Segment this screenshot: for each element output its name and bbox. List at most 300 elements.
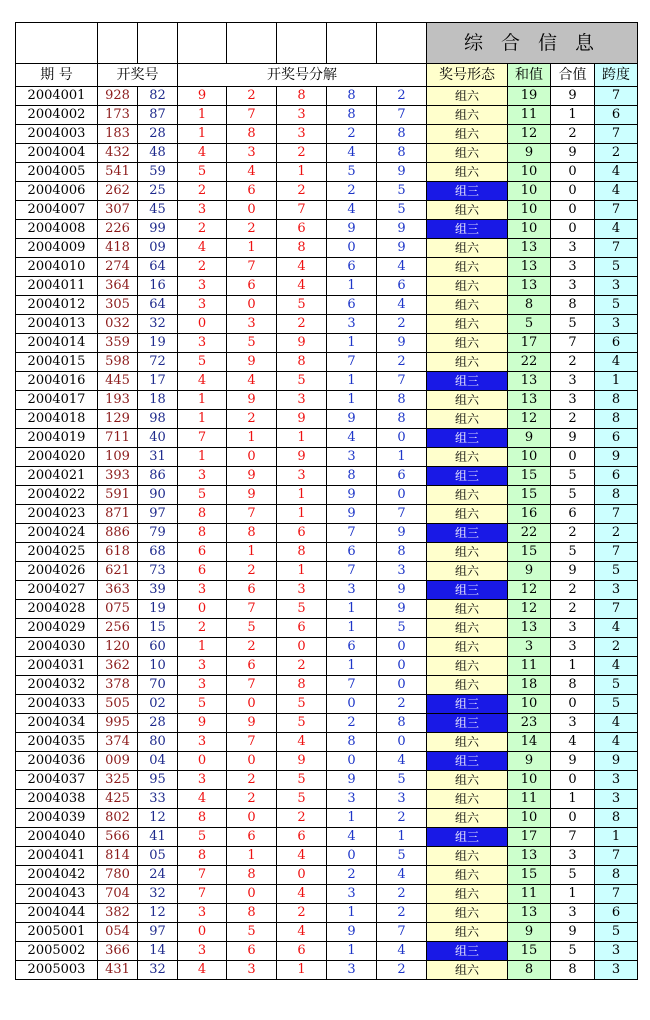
decompose-digit-cell: 0: [178, 923, 227, 942]
decompose-digit-cell: 2: [227, 771, 277, 790]
decompose-digit-cell: 0: [277, 866, 327, 885]
form-cell: 组六: [427, 790, 508, 809]
decompose-digit-cell: 0: [377, 733, 427, 752]
span-cell: 6: [595, 904, 638, 923]
form-cell: 组三: [427, 524, 508, 543]
header-number: 开奖号: [98, 64, 178, 87]
draw-number-cell: 928: [98, 87, 138, 106]
decompose-digit-cell: 9: [277, 752, 327, 771]
draw-number-cell: 704: [98, 885, 138, 904]
sum-cell: 13: [508, 904, 551, 923]
decompose-digit-cell: 4: [277, 847, 327, 866]
blank-cell: [377, 23, 427, 64]
decompose-digit-cell: 9: [327, 410, 377, 429]
decompose-digit-cell: 9: [327, 923, 377, 942]
decompose-digit-cell: 1: [327, 809, 377, 828]
sum-cell: 14: [508, 733, 551, 752]
header-sum: 和值: [508, 64, 551, 87]
decompose-digit-cell: 8: [178, 809, 227, 828]
header-decompose: 开奖号分解: [178, 64, 427, 87]
draw-number-cell: 054: [98, 923, 138, 942]
table-row: [16, 277, 638, 296]
decompose-digit-cell: 5: [277, 372, 327, 391]
period-cell: 2004044: [16, 904, 98, 923]
decompose-digit-cell: 6: [277, 942, 327, 961]
table-row: [16, 638, 638, 657]
form-cell: 组六: [427, 885, 508, 904]
decompose-digit-cell: 3: [178, 733, 227, 752]
form-cell: 组六: [427, 619, 508, 638]
span-cell: 4: [595, 657, 638, 676]
form-cell: 组六: [427, 391, 508, 410]
decompose-digit-cell: 3: [178, 904, 227, 923]
span-cell: 5: [595, 695, 638, 714]
decompose-digit-cell: 7: [227, 505, 277, 524]
decompose-digit-cell: 8: [377, 125, 427, 144]
decompose-digit-cell: 4: [377, 296, 427, 315]
span-cell: 8: [595, 866, 638, 885]
trailing-number-cell: 80: [138, 733, 178, 752]
combined-cell: 9: [551, 562, 595, 581]
decompose-digit-cell: 5: [277, 296, 327, 315]
decompose-digit-cell: 9: [178, 87, 227, 106]
draw-number-cell: 374: [98, 733, 138, 752]
sum-cell: 5: [508, 315, 551, 334]
table-row: [16, 809, 638, 828]
form-cell: 组三: [427, 182, 508, 201]
decompose-digit-cell: 5: [377, 182, 427, 201]
decompose-digit-cell: 6: [277, 220, 327, 239]
form-cell: 组六: [427, 486, 508, 505]
combined-cell: 5: [551, 866, 595, 885]
table-row: [16, 410, 638, 429]
span-cell: 5: [595, 296, 638, 315]
sum-cell: 19: [508, 87, 551, 106]
draw-number-cell: 226: [98, 220, 138, 239]
period-cell: 2004036: [16, 752, 98, 771]
span-cell: 9: [595, 752, 638, 771]
decompose-digit-cell: 7: [227, 733, 277, 752]
draw-number-cell: 256: [98, 619, 138, 638]
draw-number-cell: 995: [98, 714, 138, 733]
trailing-number-cell: 17: [138, 372, 178, 391]
decompose-digit-cell: 0: [327, 752, 377, 771]
span-cell: 4: [595, 220, 638, 239]
decompose-digit-cell: 9: [377, 334, 427, 353]
decompose-digit-cell: 1: [327, 657, 377, 676]
sum-cell: 11: [508, 657, 551, 676]
decompose-digit-cell: 2: [227, 410, 277, 429]
period-cell: 2004028: [16, 600, 98, 619]
combined-cell: 3: [551, 258, 595, 277]
span-cell: 7: [595, 543, 638, 562]
decompose-digit-cell: 9: [377, 600, 427, 619]
decompose-digit-cell: 1: [327, 391, 377, 410]
table-row: [16, 885, 638, 904]
decompose-digit-cell: 7: [227, 676, 277, 695]
decompose-digit-cell: 7: [227, 600, 277, 619]
decompose-digit-cell: 6: [178, 543, 227, 562]
decompose-digit-cell: 3: [327, 961, 377, 980]
decompose-digit-cell: 7: [277, 201, 327, 220]
decompose-digit-cell: 6: [227, 942, 277, 961]
decompose-digit-cell: 0: [327, 695, 377, 714]
period-cell: 2004030: [16, 638, 98, 657]
span-cell: 8: [595, 486, 638, 505]
period-cell: 2004031: [16, 657, 98, 676]
combined-cell: 3: [551, 277, 595, 296]
table-row: [16, 429, 638, 448]
period-cell: 2004040: [16, 828, 98, 847]
period-cell: 2004027: [16, 581, 98, 600]
decompose-digit-cell: 1: [227, 429, 277, 448]
decompose-digit-cell: 3: [277, 391, 327, 410]
decompose-digit-cell: 7: [377, 923, 427, 942]
draw-number-cell: 814: [98, 847, 138, 866]
form-cell: 组六: [427, 315, 508, 334]
decompose-digit-cell: 1: [327, 619, 377, 638]
decompose-digit-cell: 7: [178, 429, 227, 448]
decompose-digit-cell: 6: [327, 296, 377, 315]
period-cell: 2004029: [16, 619, 98, 638]
form-cell: 组六: [427, 809, 508, 828]
draw-number-cell: 075: [98, 600, 138, 619]
sum-cell: 15: [508, 467, 551, 486]
header-form: 奖号形态: [427, 64, 508, 87]
blank-cell: [178, 23, 227, 64]
period-cell: 2004008: [16, 220, 98, 239]
sum-cell: 12: [508, 125, 551, 144]
decompose-digit-cell: 2: [178, 220, 227, 239]
decompose-digit-cell: 3: [227, 961, 277, 980]
period-cell: 2004016: [16, 372, 98, 391]
decompose-digit-cell: 0: [377, 657, 427, 676]
decompose-digit-cell: 5: [327, 163, 377, 182]
decompose-digit-cell: 2: [377, 809, 427, 828]
decompose-digit-cell: 4: [178, 144, 227, 163]
combined-cell: 2: [551, 581, 595, 600]
combined-cell: 0: [551, 220, 595, 239]
decompose-digit-cell: 9: [327, 771, 377, 790]
decompose-digit-cell: 0: [377, 638, 427, 657]
decompose-digit-cell: 0: [227, 809, 277, 828]
period-cell: 2005002: [16, 942, 98, 961]
span-cell: 3: [595, 581, 638, 600]
combined-cell: 1: [551, 790, 595, 809]
draw-number-cell: 009: [98, 752, 138, 771]
decompose-digit-cell: 9: [227, 353, 277, 372]
decompose-digit-cell: 3: [178, 296, 227, 315]
period-cell: 2004006: [16, 182, 98, 201]
span-cell: 7: [595, 600, 638, 619]
sum-cell: 8: [508, 296, 551, 315]
span-cell: 9: [595, 448, 638, 467]
form-cell: 组六: [427, 277, 508, 296]
decompose-digit-cell: 2: [327, 866, 377, 885]
decompose-digit-cell: 4: [178, 790, 227, 809]
trailing-number-cell: 19: [138, 334, 178, 353]
table-row: [16, 391, 638, 410]
period-cell: 2004034: [16, 714, 98, 733]
form-cell: 组六: [427, 353, 508, 372]
decompose-digit-cell: 3: [327, 790, 377, 809]
span-cell: 6: [595, 429, 638, 448]
form-cell: 组三: [427, 695, 508, 714]
draw-number-cell: 305: [98, 296, 138, 315]
trailing-number-cell: 14: [138, 942, 178, 961]
blank-cell: [138, 23, 178, 64]
combined-cell: 3: [551, 714, 595, 733]
period-cell: 2004020: [16, 448, 98, 467]
trailing-number-cell: 10: [138, 657, 178, 676]
decompose-digit-cell: 5: [277, 695, 327, 714]
sum-cell: 9: [508, 144, 551, 163]
decompose-digit-cell: 1: [277, 163, 327, 182]
span-cell: 4: [595, 733, 638, 752]
decompose-digit-cell: 3: [327, 581, 377, 600]
decompose-digit-cell: 1: [178, 125, 227, 144]
form-cell: 组六: [427, 410, 508, 429]
form-cell: 组六: [427, 87, 508, 106]
sum-cell: 9: [508, 923, 551, 942]
form-cell: 组六: [427, 676, 508, 695]
decompose-digit-cell: 0: [178, 600, 227, 619]
combined-cell: 0: [551, 163, 595, 182]
decompose-digit-cell: 1: [327, 600, 377, 619]
blank-cell: [16, 23, 98, 64]
table-row: [16, 448, 638, 467]
period-cell: 2004038: [16, 790, 98, 809]
header-period: 期 号: [16, 64, 98, 87]
decompose-digit-cell: 8: [178, 847, 227, 866]
trailing-number-cell: 68: [138, 543, 178, 562]
table-row: [16, 619, 638, 638]
trailing-number-cell: 25: [138, 182, 178, 201]
decompose-digit-cell: 3: [178, 771, 227, 790]
blank-cell: [277, 23, 327, 64]
draw-number-cell: 325: [98, 771, 138, 790]
period-cell: 2004035: [16, 733, 98, 752]
decompose-digit-cell: 5: [277, 714, 327, 733]
table-row: [16, 543, 638, 562]
span-cell: 7: [595, 505, 638, 524]
decompose-digit-cell: 5: [178, 828, 227, 847]
decompose-digit-cell: 8: [327, 87, 377, 106]
decompose-digit-cell: 6: [227, 581, 277, 600]
form-cell: 组六: [427, 125, 508, 144]
span-cell: 8: [595, 391, 638, 410]
span-cell: 6: [595, 467, 638, 486]
decompose-digit-cell: 4: [377, 942, 427, 961]
period-cell: 2004043: [16, 885, 98, 904]
combined-cell: 0: [551, 771, 595, 790]
lottery-sheet: [15, 22, 638, 980]
trailing-number-cell: 86: [138, 467, 178, 486]
decompose-digit-cell: 3: [178, 277, 227, 296]
decompose-digit-cell: 5: [178, 695, 227, 714]
decompose-digit-cell: 2: [277, 315, 327, 334]
decompose-digit-cell: 4: [327, 201, 377, 220]
period-cell: 2004009: [16, 239, 98, 258]
period-cell: 2004003: [16, 125, 98, 144]
decompose-digit-cell: 2: [227, 87, 277, 106]
decompose-digit-cell: 0: [377, 429, 427, 448]
draw-number-cell: 032: [98, 315, 138, 334]
table-row: [16, 87, 638, 106]
period-cell: 2004026: [16, 562, 98, 581]
period-cell: 2004002: [16, 106, 98, 125]
decompose-digit-cell: 9: [277, 334, 327, 353]
decompose-digit-cell: 2: [277, 182, 327, 201]
period-cell: 2004015: [16, 353, 98, 372]
decompose-digit-cell: 3: [178, 467, 227, 486]
decompose-digit-cell: 1: [178, 410, 227, 429]
span-cell: 3: [595, 315, 638, 334]
form-cell: 组六: [427, 771, 508, 790]
combined-cell: 9: [551, 429, 595, 448]
decompose-digit-cell: 8: [227, 866, 277, 885]
decompose-digit-cell: 4: [277, 277, 327, 296]
decompose-digit-cell: 3: [327, 315, 377, 334]
decompose-digit-cell: 1: [277, 961, 327, 980]
trailing-number-cell: 28: [138, 714, 178, 733]
period-cell: 2004021: [16, 467, 98, 486]
decompose-digit-cell: 9: [377, 239, 427, 258]
table-row: [16, 125, 638, 144]
form-cell: 组六: [427, 505, 508, 524]
draw-number-cell: 425: [98, 790, 138, 809]
period-cell: 2004037: [16, 771, 98, 790]
combined-cell: 3: [551, 638, 595, 657]
sum-cell: 12: [508, 600, 551, 619]
form-cell: 组六: [427, 562, 508, 581]
decompose-digit-cell: 9: [327, 220, 377, 239]
span-cell: 7: [595, 125, 638, 144]
table-row: [16, 353, 638, 372]
sum-cell: 17: [508, 828, 551, 847]
combined-cell: 0: [551, 448, 595, 467]
period-cell: 2004041: [16, 847, 98, 866]
decompose-digit-cell: 3: [277, 106, 327, 125]
table-row: [16, 315, 638, 334]
draw-number-cell: 363: [98, 581, 138, 600]
draw-number-cell: 598: [98, 353, 138, 372]
decompose-digit-cell: 0: [327, 239, 377, 258]
decompose-digit-cell: 3: [277, 467, 327, 486]
sum-cell: 16: [508, 505, 551, 524]
decompose-digit-cell: 3: [227, 315, 277, 334]
trailing-number-cell: 24: [138, 866, 178, 885]
decompose-digit-cell: 1: [227, 847, 277, 866]
trailing-number-cell: 39: [138, 581, 178, 600]
draw-number-cell: 193: [98, 391, 138, 410]
decompose-digit-cell: 0: [377, 676, 427, 695]
decompose-digit-cell: 6: [327, 258, 377, 277]
decompose-digit-cell: 4: [277, 258, 327, 277]
combined-cell: 3: [551, 372, 595, 391]
trailing-number-cell: 79: [138, 524, 178, 543]
sum-cell: 13: [508, 619, 551, 638]
trailing-number-cell: 59: [138, 163, 178, 182]
decompose-digit-cell: 9: [327, 486, 377, 505]
decompose-digit-cell: 2: [178, 182, 227, 201]
period-cell: 2004012: [16, 296, 98, 315]
combined-cell: 9: [551, 752, 595, 771]
draw-number-cell: 802: [98, 809, 138, 828]
combined-cell: 1: [551, 657, 595, 676]
draw-number-cell: 445: [98, 372, 138, 391]
sum-cell: 11: [508, 790, 551, 809]
decompose-digit-cell: 8: [327, 467, 377, 486]
period-cell: 2004023: [16, 505, 98, 524]
span-cell: 3: [595, 790, 638, 809]
table-row: [16, 163, 638, 182]
draw-number-cell: 378: [98, 676, 138, 695]
form-cell: 组六: [427, 657, 508, 676]
period-cell: 2004017: [16, 391, 98, 410]
decompose-digit-cell: 0: [178, 752, 227, 771]
form-cell: 组六: [427, 923, 508, 942]
decompose-digit-cell: 1: [327, 277, 377, 296]
draw-number-cell: 364: [98, 277, 138, 296]
table-row: [16, 201, 638, 220]
decompose-digit-cell: 8: [327, 733, 377, 752]
decompose-digit-cell: 9: [227, 467, 277, 486]
decompose-digit-cell: 6: [377, 467, 427, 486]
decompose-digit-cell: 3: [377, 562, 427, 581]
span-cell: 4: [595, 353, 638, 372]
decompose-digit-cell: 7: [377, 505, 427, 524]
sum-cell: 18: [508, 676, 551, 695]
sum-cell: 11: [508, 885, 551, 904]
decompose-digit-cell: 1: [327, 904, 377, 923]
form-cell: 组六: [427, 448, 508, 467]
draw-number-cell: 432: [98, 144, 138, 163]
trailing-number-cell: 97: [138, 923, 178, 942]
form-cell: 组三: [427, 429, 508, 448]
decompose-digit-cell: 8: [227, 125, 277, 144]
decompose-digit-cell: 2: [277, 809, 327, 828]
combined-cell: 1: [551, 106, 595, 125]
form-cell: 组六: [427, 106, 508, 125]
form-cell: 组三: [427, 714, 508, 733]
form-cell: 组六: [427, 638, 508, 657]
decompose-digit-cell: 5: [377, 847, 427, 866]
sum-cell: 13: [508, 258, 551, 277]
blank-cell: [327, 23, 377, 64]
decompose-digit-cell: 2: [178, 619, 227, 638]
trailing-number-cell: 99: [138, 220, 178, 239]
decompose-digit-cell: 2: [377, 353, 427, 372]
decompose-digit-cell: 8: [227, 524, 277, 543]
decompose-digit-cell: 2: [377, 904, 427, 923]
decompose-digit-cell: 4: [227, 163, 277, 182]
sum-cell: 23: [508, 714, 551, 733]
table-row: [16, 144, 638, 163]
period-cell: 2004001: [16, 87, 98, 106]
table-row: [16, 676, 638, 695]
sum-cell: 15: [508, 866, 551, 885]
decompose-digit-cell: 5: [377, 619, 427, 638]
period-cell: 2004013: [16, 315, 98, 334]
decompose-digit-cell: 6: [178, 562, 227, 581]
sum-cell: 10: [508, 695, 551, 714]
decompose-digit-cell: 8: [377, 144, 427, 163]
combined-cell: 3: [551, 391, 595, 410]
period-cell: 2004011: [16, 277, 98, 296]
form-cell: 组六: [427, 543, 508, 562]
span-cell: 6: [595, 106, 638, 125]
